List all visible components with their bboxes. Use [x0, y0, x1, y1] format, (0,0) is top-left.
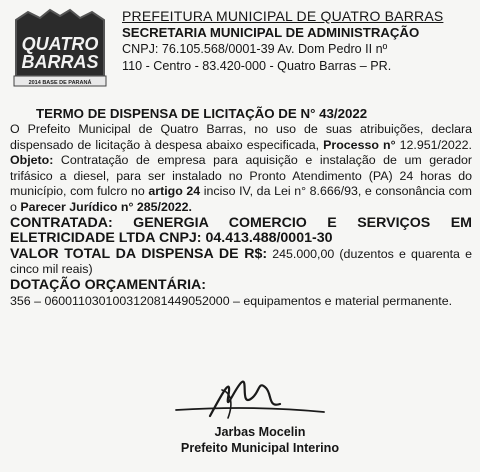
document-body: [10, 122, 472, 309]
municipal-logo: [10, 6, 110, 90]
paragraph-intro: O Prefeito Municipal de Quatro Barras, no uso de suas atribuições, declara dispensado de licitação à despesa abaixo especificada,: [10, 122, 472, 152]
dotacao-value: 356 – 060011030100312081449052000 – equipamentos e material permanente.: [10, 293, 453, 308]
objeto-text: Contratação de empresa para aquisição e instalação de um gerador trifásico a diesel, para ser instalado no Pronto Atendimento (PA) 24 horas do município, com fulcro no: [10, 153, 472, 199]
valor-value: 245.000,00 (duzentos e quarenta e cinco mil reais): [10, 246, 472, 277]
document-header: [122, 8, 474, 74]
logo-text-barras: BARRAS: [21, 52, 99, 72]
valor-line: [10, 247, 472, 278]
lei-text: inciso IV, da Lei n° 8.666/93, e consonância com o: [10, 184, 472, 214]
processo-label: Processo n°: [323, 137, 396, 152]
parecer-juridico: Parecer Jurídico n° 285/2022.: [20, 199, 192, 214]
document-title: TERMO DE DISPENSA DE LICITAÇÃO DE N° 43/2022: [36, 106, 368, 121]
valor-label: VALOR TOTAL DA DISPENSA DE R$:: [10, 245, 268, 262]
contratada-line: CONTRATADA: GENERGIA COMERCIO E SERVIÇOS EM ELETRICIDADE LTDA CNPJ: 04.413.488/0001-30: [10, 214, 472, 247]
logo-text-quatro: QUATRO: [21, 34, 99, 54]
header-address-city: 110 - Centro - 83.420-000 - Quatro Barras – PR.: [122, 58, 392, 73]
signer-name: Jarbas Mocelin: [214, 425, 306, 439]
objeto-label: Objeto:: [10, 153, 54, 168]
main-paragraph: [10, 122, 472, 216]
processo-value: 12.951/2022.: [395, 137, 472, 152]
artigo-label: artigo 24: [148, 184, 201, 199]
header-prefeitura: PREFEITURA MUNICIPAL DE QUATRO BARRAS: [122, 8, 444, 24]
handwritten-signature: [170, 368, 330, 428]
signature-block: [150, 424, 370, 456]
header-cnpj-address: CNPJ: 76.105.568/0001-39 Av. Dom Pedro II nº: [122, 42, 388, 56]
header-secretaria: SECRETARIA MUNICIPAL DE ADMINISTRAÇÃO: [122, 24, 420, 40]
signer-role: Prefeito Municipal Interino: [180, 441, 340, 455]
logo-tagline: 2014 BASE DE PARANÁ: [28, 80, 92, 86]
dotacao-label: DOTAÇÃO ORÇAMENTÁRIA:: [10, 276, 206, 293]
